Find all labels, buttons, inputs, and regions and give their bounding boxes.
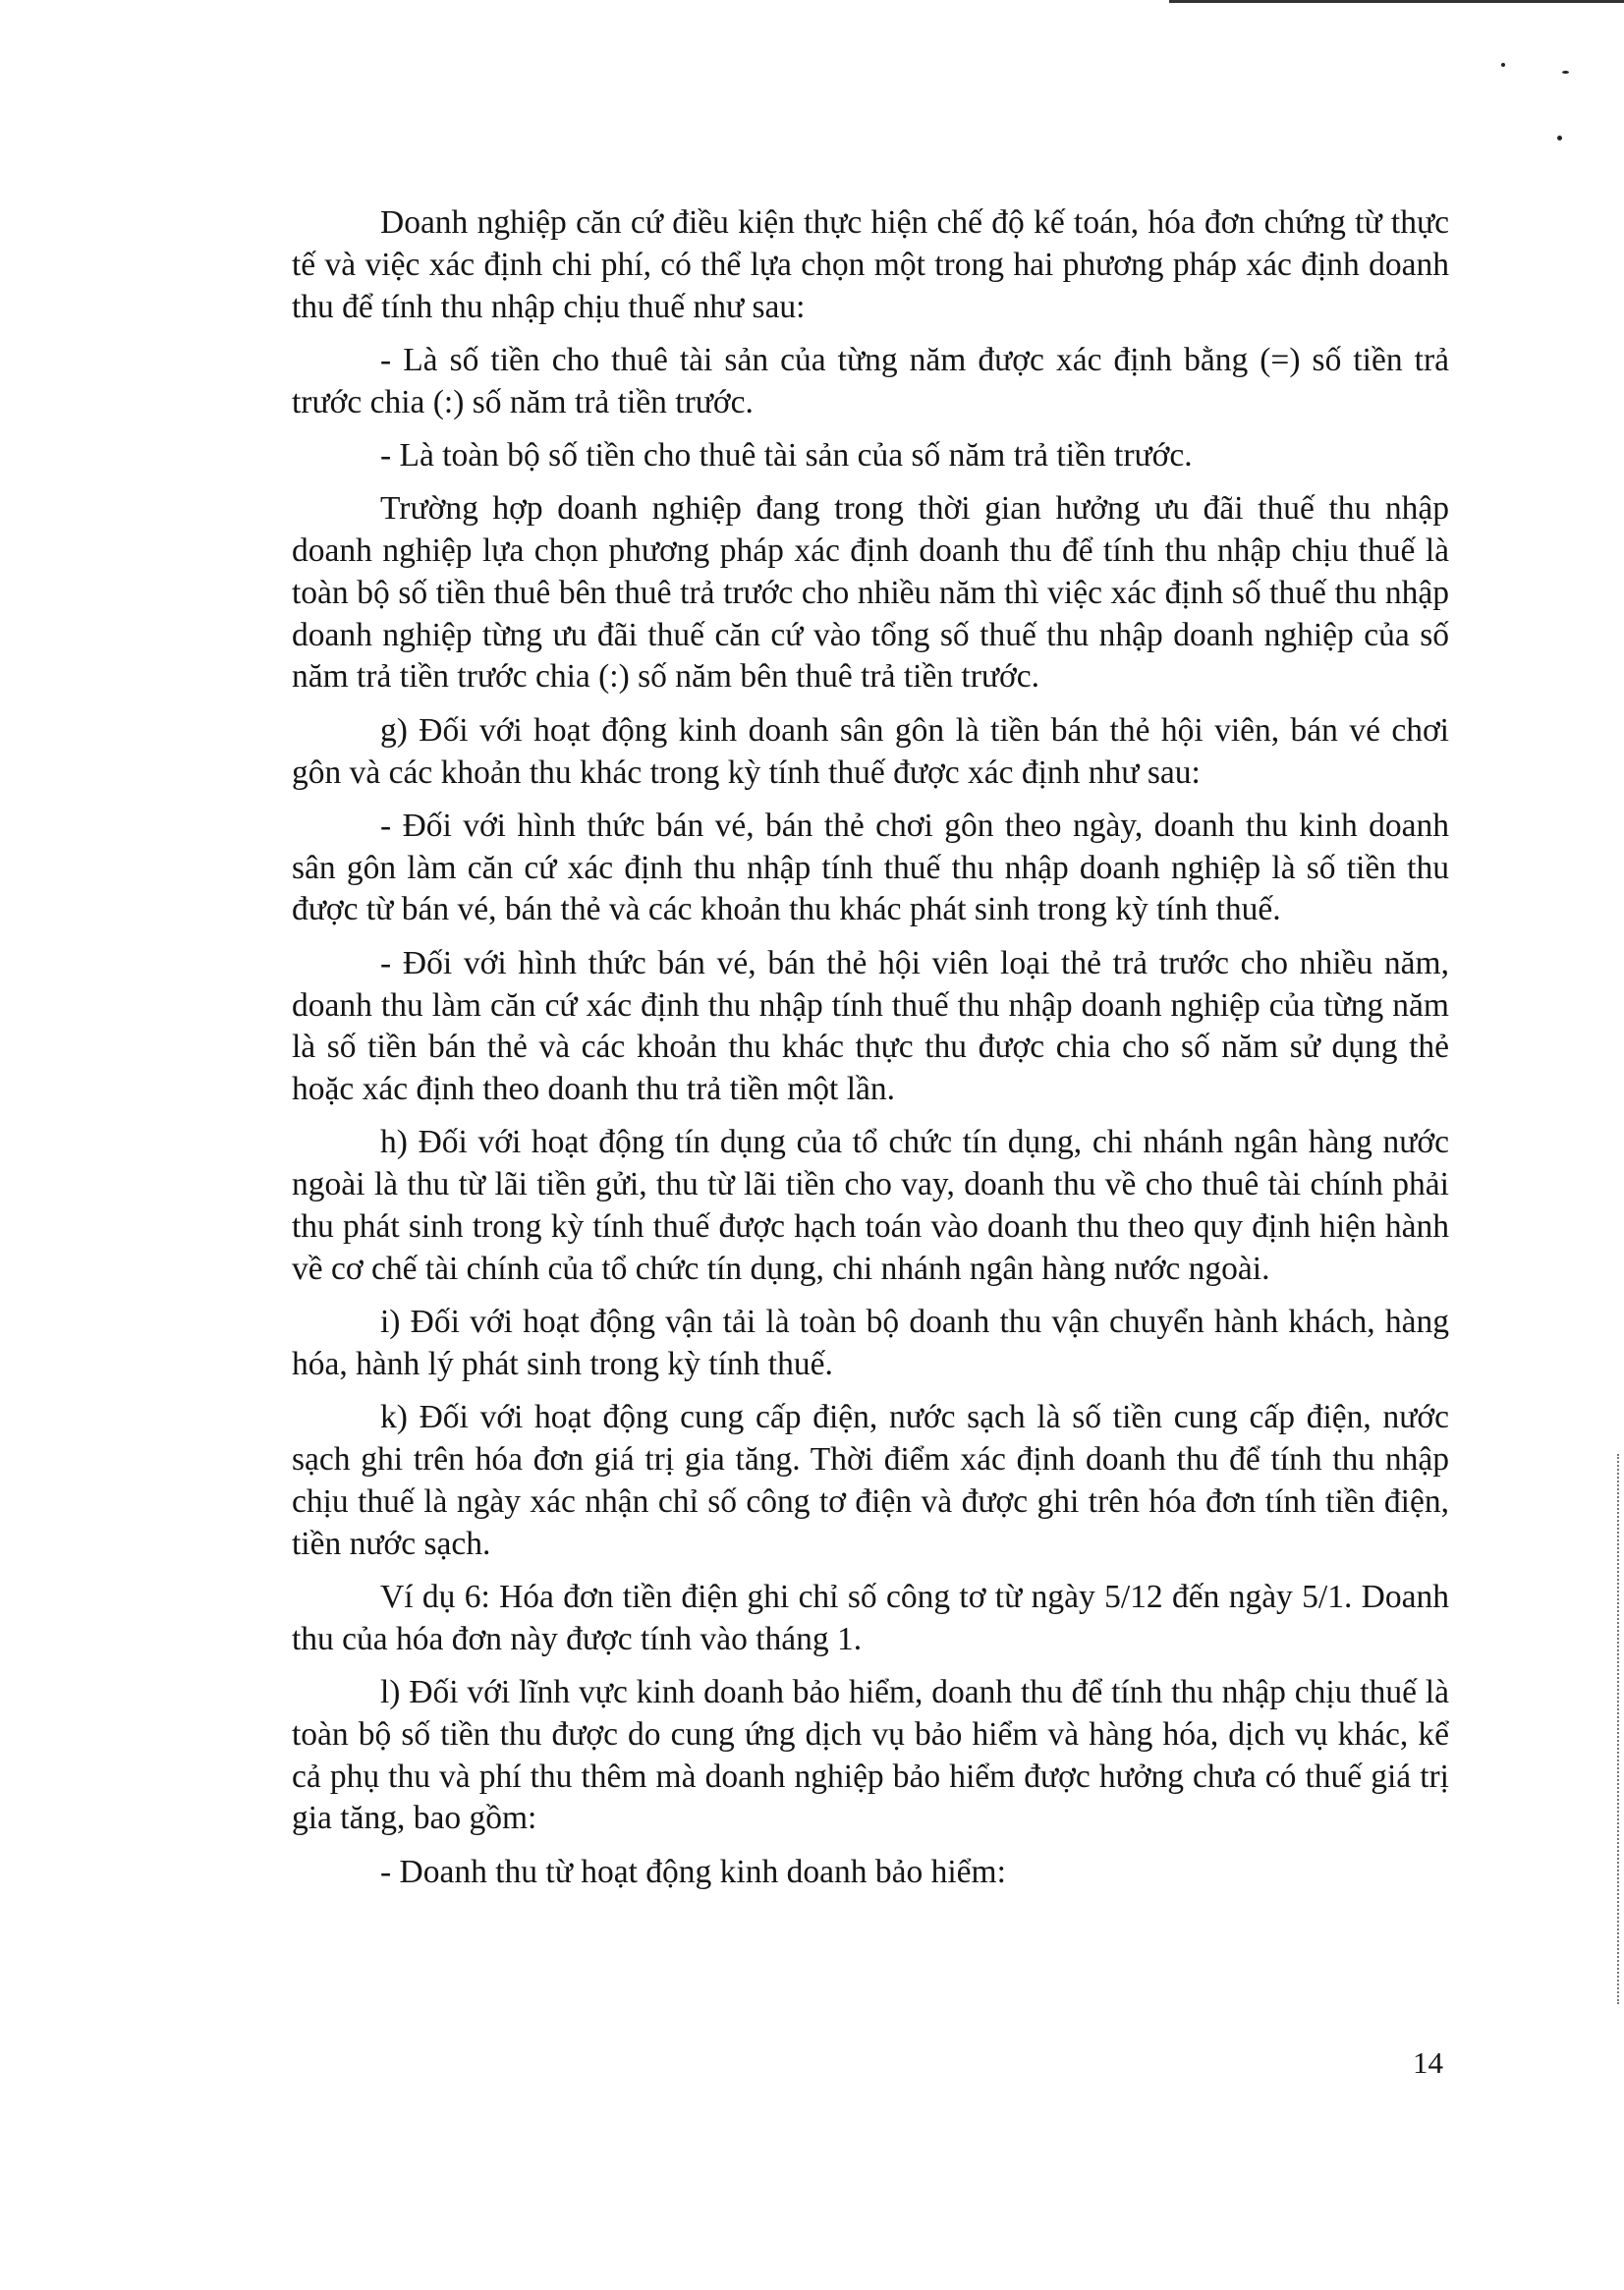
scan-speck	[1562, 71, 1569, 74]
paragraph: Ví dụ 6: Hóa đơn tiền điện ghi chỉ số công tơ từ ngày 5/12 đến ngày 5/1. Doanh thu của hóa đơn này được tính vào tháng 1.	[292, 1578, 1449, 1657]
paragraph: h) Đối với hoạt động tín dụng của tổ chức tín dụng, chi nhánh ngân hàng nước ngoài là thu từ lãi tiền gửi, thu từ lãi tiền cho vay, doanh thu về cho thuê tài chính phải thu phát sinh trong kỳ tính thuế được hạch toán vào doanh thu theo quy định hiện hành về cơ chế tài chính của tổ chức tín dụng, chi nhánh ngân hàng nước ngoài.	[292, 1124, 1449, 1287]
paragraph: - Doanh thu từ hoạt động kinh doanh bảo hiểm:	[380, 1853, 1006, 1890]
scan-edge-line	[1617, 1454, 1620, 2004]
page-content	[292, 202, 1449, 1905]
scan-top-rule	[1169, 0, 1624, 3]
scan-speck	[1557, 136, 1562, 140]
paragraph: - Là toàn bộ số tiền cho thuê tài sản của số năm trả tiền trước.	[380, 436, 1193, 474]
paragraph: Doanh nghiệp căn cứ điều kiện thực hiện chế độ kế toán, hóa đơn chứng từ thực tế và việc xác định chi phí, có thể lựa chọn một trong hai phương pháp xác định doanh thu để tính thu nhập chịu thuế như sau:	[292, 204, 1449, 325]
paragraph: - Đối với hình thức bán vé, bán thẻ hội viên loại thẻ trả trước cho nhiều năm, doanh thu làm căn cứ xác định thu nhập tính thuế thu nhập doanh nghiệp của từng năm là số tiền bán thẻ và các khoản thu khác thực thu được chia cho số năm sử dụng thẻ hoặc xác định theo doanh thu trả tiền một lần.	[292, 944, 1449, 1108]
paragraph: - Đối với hình thức bán vé, bán thẻ chơi gôn theo ngày, doanh thu kinh doanh sân gôn làm căn cứ xác định thu nhập tính thuế thu nhập doanh nghiệp là số tiền thu được từ bán vé, bán thẻ và các khoản thu khác phát sinh trong kỳ tính thuế.	[292, 807, 1449, 928]
paragraph: - Là số tiền cho thuê tài sản của từng năm được xác định bằng (=) số tiền trả trước chia (:) số năm trả tiền trước.	[292, 341, 1449, 420]
paragraph: k) Đối với hoạt động cung cấp điện, nước sạch là số tiền cung cấp điện, nước sạch ghi trên hóa đơn giá trị gia tăng. Thời điểm xác định doanh thu để tính thu nhập chịu thuế là ngày xác nhận chỉ số công tơ điện và được ghi trên hóa đơn tính tiền điện, tiền nước sạch.	[292, 1399, 1449, 1562]
paragraph: i) Đối với hoạt động vận tải là toàn bộ doanh thu vận chuyển hành khách, hàng hóa, hành lý phát sinh trong kỳ tính thuế.	[292, 1304, 1449, 1382]
paragraph: g) Đối với hoạt động kinh doanh sân gôn là tiền bán thẻ hội viên, bán vé chơi gôn và các khoản thu khác trong kỳ tính thuế được xác định như sau:	[292, 711, 1449, 791]
paragraph: Trường hợp doanh nghiệp đang trong thời gian hưởng ưu đãi thuế thu nhập doanh nghiệp lựa chọn phương pháp xác định doanh thu để tính thu nhập chịu thuế là toàn bộ số tiền thuê bên thuê trả trước cho nhiều năm thì việc xác định số thuế thu nhập doanh nghiệp từng ưu đãi thuế căn cứ vào tổng số thuế thu nhập doanh nghiệp của số năm trả tiền trước chia (:) số năm bên thuê trả tiền trước.	[292, 490, 1449, 696]
scan-speck	[1501, 63, 1505, 67]
page-number: 14	[1413, 2045, 1443, 2080]
paragraph: l) Đối với lĩnh vực kinh doanh bảo hiểm, doanh thu để tính thu nhập chịu thuế là toàn bộ số tiền thu được do cung ứng dịch vụ bảo hiểm và hàng hóa, dịch vụ khác, kể cả phụ thu và phí thu thêm mà doanh nghiệp bảo hiểm được hưởng chưa có thuế giá trị gia tăng, bao gồm:	[292, 1674, 1449, 1837]
